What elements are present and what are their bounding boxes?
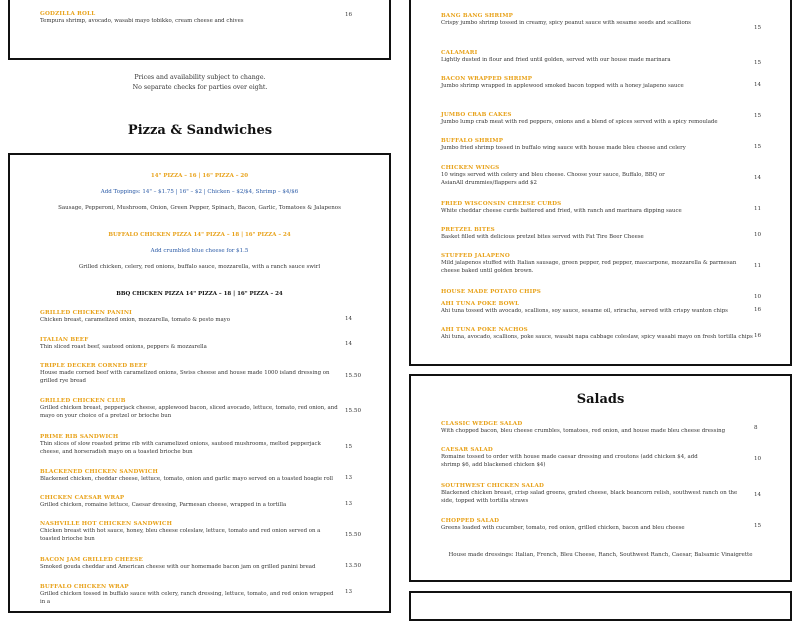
item-description: 10 wings served with celery and bleu cheese. Choose your sauce, Buffalo, BBQ or AsianAll drummies/flappers add $2 — [441, 172, 665, 187]
item-description: White cheddar cheese curds battered and fried, with ranch and marinara dipping sauce — [441, 208, 682, 214]
menu-item — [40, 469, 340, 483]
item-price: 16 — [754, 307, 762, 313]
item-name: BANG BANG SHRIMP — [441, 13, 513, 19]
item-description: Thin slices of slow roasted prime rib with caramelized onions, sauteed mushrooms, melted pepperjack cheese, and horseradish mayo on a toasted brioche bun — [40, 441, 321, 456]
appetizers-box — [409, 0, 792, 366]
next-section-box — [409, 591, 792, 621]
item-name: BUFFALO CHICKEN WRAP — [40, 584, 129, 590]
item-price: 15 — [754, 60, 762, 66]
item-price: 16 — [754, 333, 762, 339]
item-name: BACON JAM GRILLED CHEESE — [40, 557, 143, 563]
item-price: 15.50 — [345, 373, 362, 379]
item-price: 15 — [345, 444, 353, 450]
item-description: Basket filled with delicious pretzel bites served with Fat Tire Beer Cheese — [441, 234, 644, 240]
salads-box — [409, 374, 792, 582]
item-price: 14 — [345, 316, 353, 322]
item-description: Ahi tuna tossed with avocado, scallions, soy sauce, sesame oil, sriracha, served with crispy wanton chips — [441, 308, 728, 314]
item-price: 15 — [754, 144, 762, 150]
menu-item — [40, 495, 340, 509]
notice-line-2: No separate checks for parties over eight. — [132, 84, 268, 92]
buffalo-pizza-desc: Grilled chicken, celery, red onions, buffalo sauce, mozzarella, with a ranch sauce swirl — [78, 264, 321, 270]
notice-line-1: Prices and availability subject to change. — [134, 74, 266, 81]
item-name: GRILLED CHICKEN CLUB — [40, 398, 126, 404]
item-price: 15.50 — [345, 408, 362, 414]
item-name: BACON WRAPPED SHRIMP — [441, 76, 533, 82]
item-name: GRILLED CHICKEN PANINI — [40, 310, 132, 316]
menu-item — [441, 50, 761, 64]
price-notice — [100, 73, 300, 93]
item-price: 15 — [754, 113, 762, 119]
item-name: PRIME RIB SANDWICH — [40, 434, 119, 440]
item-description: Jumbo shrimp wrapped in applewood smoked bacon topped with a honey jalapeno sauce — [441, 83, 684, 89]
item-description: Ahi tuna, avocado, scallions, poke sauce, wasabi napa cabbage coleslaw, spicy wasabi mayo on fresh tortilla chips — [441, 334, 753, 340]
menu-item — [40, 521, 340, 544]
menu-item — [441, 421, 761, 435]
item-description: Blackened chicken, cheddar cheese, lettuce, tomato, onion and garlic mayo served on a toasted hoagie roll — [40, 476, 334, 482]
section-title-pizza: Pizza & Sandwiches — [127, 123, 273, 138]
item-description: With chopped bacon, bleu cheese crumbles, tomatoes, red onion, and house made bleu cheese dressing — [441, 428, 726, 434]
item-description: Grilled chicken tossed in buffalo sauce with celery, ranch dressing, lettuce, tomato, and red onion wrapped in a — [40, 591, 334, 606]
item-description: Chicken breast with hot sauce, honey, bleu cheese coleslaw, lettuce, tomato and red onion served on a toasted brioche bun — [40, 528, 321, 543]
item-description: Crispy jumbo shrimp tossed in creamy, spicy peanut sauce with sesame seeds and scallions — [441, 20, 691, 26]
item-description: Lightly dusted in flour and fried until golden, served with our house made marinara — [441, 57, 671, 63]
item-name: PRETZEL BITES — [441, 227, 495, 233]
menu-item — [40, 557, 340, 571]
item-description: Grilled chicken breast, pepperjack cheese, applewood bacon, sliced avocado, lettuce, tomato, red onion, and mayo on your choice of a pretzel or brioche bun — [40, 405, 338, 420]
item-description: Mild jalapenos stuffed with Italian sausage, green pepper, red pepper, mascarpone, mozzarella & parmesan cheese baked until golden brown. — [441, 260, 737, 275]
item-price: 14 — [754, 175, 762, 181]
menu-item — [441, 165, 741, 188]
item-description: Chicken breast, caramelized onion, mozzarella, tomato & pesto mayo — [40, 317, 230, 323]
menu-item-godzilla-roll — [40, 11, 370, 25]
item-price: 16 — [345, 12, 353, 18]
item-price: 13 — [345, 589, 353, 595]
menu-item — [40, 337, 340, 351]
menu-item — [441, 13, 731, 27]
item-name: CAESAR SALAD — [441, 447, 493, 453]
item-name: CALAMARI — [441, 50, 478, 56]
sushi-box — [8, 0, 391, 60]
menu-item — [40, 310, 340, 324]
menu-item — [441, 76, 761, 90]
menu-item — [441, 518, 761, 532]
item-price: 8 — [754, 425, 758, 431]
item-price: 14 — [754, 492, 762, 498]
item-name: CHICKEN WINGS — [441, 165, 500, 171]
item-name: HOUSE MADE POTATO CHIPS — [441, 289, 542, 295]
menu-item — [441, 301, 761, 315]
menu-item — [40, 398, 340, 421]
item-description: Tempura shrimp, avocado, wasabi mayo tobikko, cream cheese and chives — [40, 18, 244, 24]
item-description: Jumbo lump crab meat with red peppers, onions and a blend of spices served with a spicy remoulade — [441, 119, 718, 125]
item-name: AHI TUNA POKE NACHOS — [441, 327, 528, 333]
item-price: 11 — [754, 263, 762, 269]
item-name: AHI TUNA POKE BOWL — [441, 301, 520, 307]
pizza-topping-list: Sausage, Pepperoni, Mushroom, Onion, Green Pepper, Spinach, Bacon, Garlic, Tomatoes & Jalapenos — [58, 205, 341, 211]
item-price: 14 — [345, 341, 353, 347]
item-name: BLACKENED CHICKEN SANDWICH — [40, 469, 158, 475]
item-name: NASHVILLE HOT CHICKEN SANDWICH — [40, 521, 173, 527]
item-description: Romaine tossed to order with house made caesar dressing and croutons (add chicken $4, add shrimp $6, add blackened chicken $4) — [441, 454, 698, 469]
item-name: BUFFALO SHRIMP — [441, 138, 504, 144]
item-description: Blackened chicken breast, crisp salad greens, grated cheese, black beancorn relish, southwest ranch on the side, topped with tortilla straws — [441, 490, 738, 505]
item-price: 10 — [754, 232, 762, 238]
item-price: 15 — [754, 25, 762, 31]
item-name: STUFFED JALAPENO — [441, 253, 511, 259]
bbq-pizza-title: BBQ CHICKEN PIZZA 14" PIZZA – 18 | 16" PIZZA – 24 — [116, 291, 283, 297]
item-description: House made corned beef with caramelized onions, Swiss cheese and house made 1000 island dressing on grilled rye bread — [40, 370, 330, 385]
menu-item — [441, 253, 746, 276]
menu-item — [441, 327, 761, 341]
menu-item — [441, 289, 761, 295]
menu-item — [441, 138, 761, 152]
item-price: 13 — [345, 475, 353, 481]
pizza-sizes: 14" PIZZA – 16 | 16" PIZZA – 20 — [150, 173, 249, 179]
menu-item — [40, 363, 340, 386]
item-name: JUMBO CRAB CAKES — [441, 112, 512, 118]
item-description: Smoked gouda cheddar and American cheese with our homemade bacon jam on grilled panini bread — [40, 564, 316, 570]
item-price: 10 — [754, 456, 762, 462]
item-price: 15.50 — [345, 532, 362, 538]
item-price: 13.50 — [345, 563, 362, 569]
section-title-salads: Salads — [576, 392, 625, 407]
pizza-sandwich-box — [8, 153, 391, 613]
buffalo-pizza-title: BUFFALO CHICKEN PIZZA 14" PIZZA – 18 | 16" PIZZA – 24 — [108, 232, 291, 238]
item-price: 15 — [754, 523, 762, 529]
item-price: 13 — [345, 501, 353, 507]
menu-item — [441, 483, 746, 506]
item-description: Greens loaded with cucumber, tomato, red onion, grilled chicken, bacon and bleu cheese — [441, 525, 685, 531]
dressings-note: House made dressings: Italian, French, Bleu Cheese, Ranch, Southwest Ranch, Caesar, Balsamic Vinaigrette — [448, 552, 753, 558]
item-price: 11 — [754, 206, 762, 212]
item-price: 14 — [754, 82, 762, 88]
menu-item — [441, 112, 761, 126]
menu-item — [441, 201, 761, 215]
menu-item — [441, 447, 701, 470]
item-description: Jumbo fried shrimp tossed in buffalo wing sauce with house made bleu cheese and celery — [441, 145, 686, 151]
pizza-toppings-prices: Add Toppings: 14" – $1.75 | 16" – $2 | Chicken – $2/$4, Shrimp – $4/$6 — [100, 189, 299, 195]
menu-item — [40, 434, 340, 457]
item-name: SOUTHWEST CHICKEN SALAD — [441, 483, 545, 489]
item-name: GODZILLA ROLL — [40, 11, 96, 17]
item-name: TRIPLE DECKER CORNED BEEF — [40, 363, 148, 369]
item-name: CHOPPED SALAD — [441, 518, 500, 524]
item-description: Grilled chicken, romaine lettuce, Caesar dressing, Parmesan cheese, wrapped in a tortilla — [40, 502, 287, 508]
item-name: FRIED WISCONSIN CHEESE CURDS — [441, 201, 562, 207]
item-name: CLASSIC WEDGE SALAD — [441, 421, 523, 427]
menu-item — [40, 584, 340, 607]
item-name: CHICKEN CAESAR WRAP — [40, 495, 125, 501]
item-name: ITALIAN BEEF — [40, 337, 89, 343]
menu-item — [441, 227, 761, 241]
item-description: Thin sliced roast beef, sauteed onions, peppers & mozzarella — [40, 344, 207, 350]
item-price: 10 — [754, 294, 762, 300]
buffalo-pizza-add: Add crumbled blue cheese for $1.5 — [150, 248, 249, 254]
